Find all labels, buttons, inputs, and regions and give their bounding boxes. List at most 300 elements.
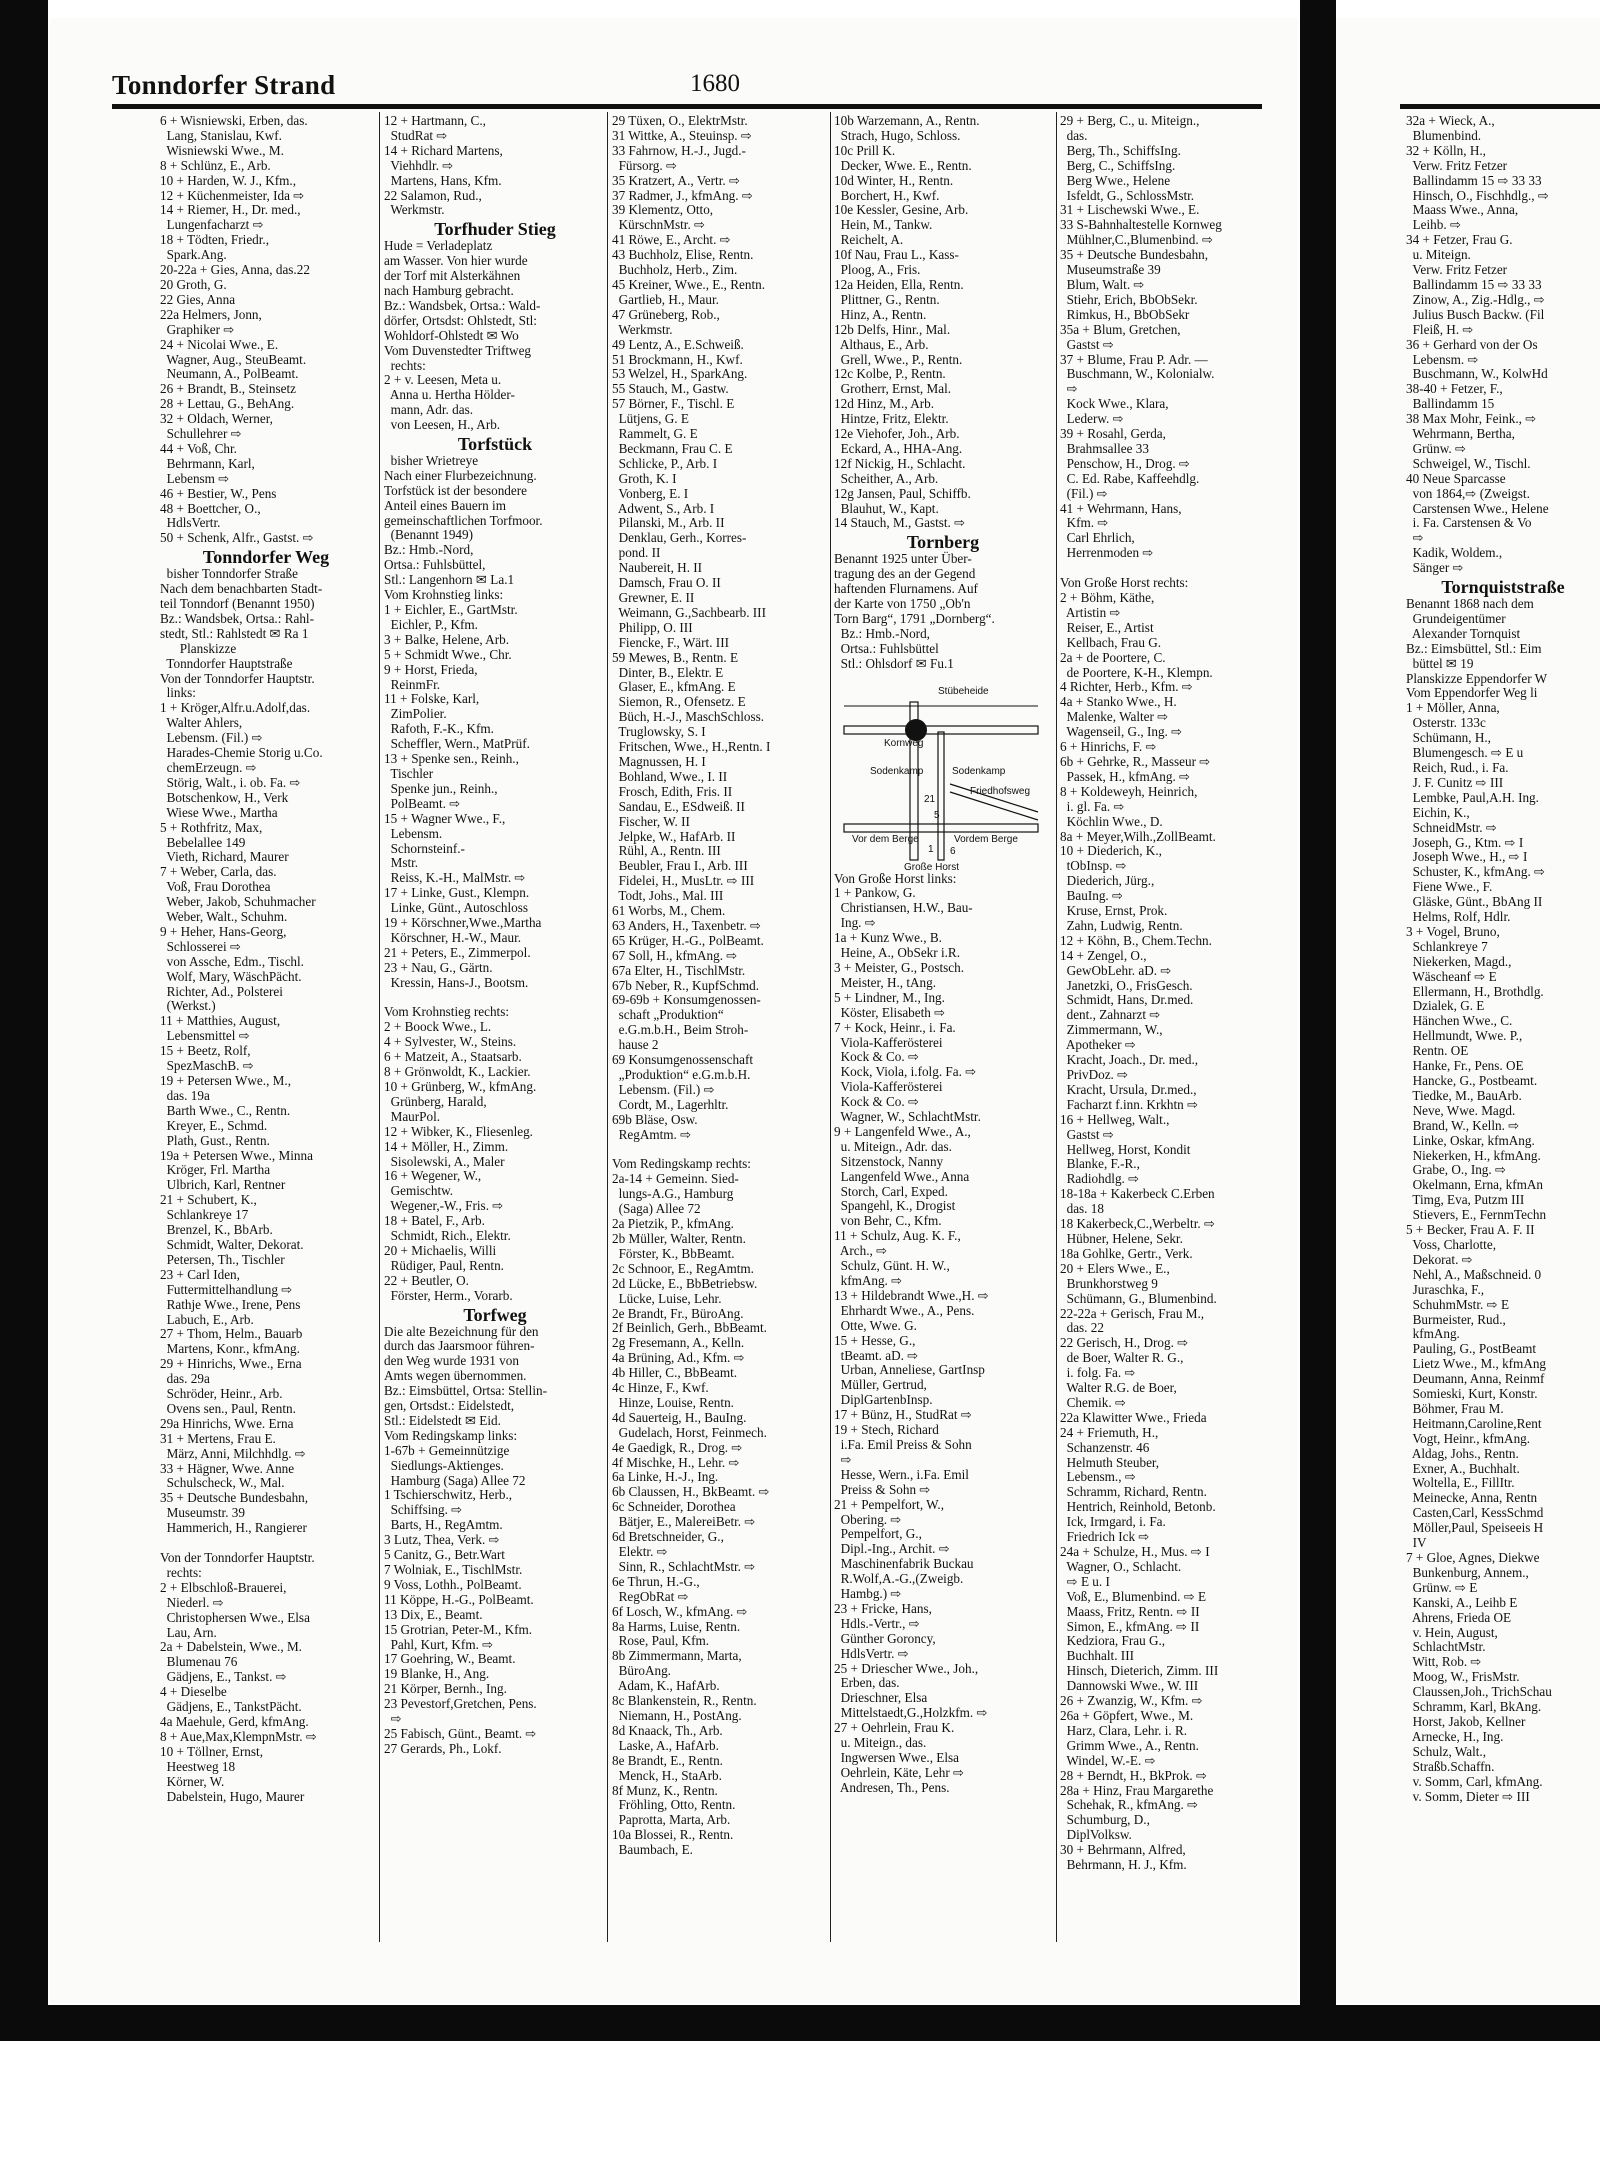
directory-entry: Rühl, A., Rentn. III: [612, 843, 721, 859]
directory-entry: Bz.: Hmb.-Nord,: [834, 625, 930, 641]
directory-entry: Decker, Wwe. E., Rentn.: [834, 157, 972, 173]
directory-entry: 20 Groth, G.: [160, 276, 227, 292]
directory-entry: 11 + Folske, Karl,: [384, 691, 480, 707]
directory-entry: 5 Canitz, G., Betr.Wart: [384, 1547, 505, 1563]
directory-entry: Casten,Carl, KessSchmd: [1406, 1505, 1544, 1521]
directory-entry: Günther Goroncy,: [834, 1630, 936, 1646]
directory-entry: 12f Nickig, H., Schlacht.: [834, 455, 966, 471]
directory-entry: StudRat ⇨: [384, 127, 448, 143]
column-divider: [379, 112, 380, 1942]
directory-entry: Körschner, H.-W., Maur.: [384, 929, 522, 945]
directory-entry: 6 + Matzeit, A., Staatsarb.: [384, 1049, 522, 1065]
directory-entry: 27 + Oehrlein, Frau K.: [834, 1720, 955, 1736]
directory-entry: 18a Gohlke, Gertr., Verk.: [1060, 1245, 1193, 1261]
directory-entry: Truglowsky, S. I: [612, 724, 706, 740]
directory-entry: 32a + Wieck, A.,: [1406, 114, 1495, 128]
directory-entry: 18 Kakerbeck,C.,Werbeltr. ⇨: [1060, 1216, 1215, 1232]
directory-entry: Rose, Paul, Kfm.: [612, 1633, 710, 1649]
directory-entry: 9 + Horst, Frieda,: [384, 661, 478, 677]
directory-entry: 8a + Meyer,Wilh.,ZollBeamt.: [1060, 828, 1216, 844]
directory-entry: Neve, Wwe. Magd.: [1406, 1102, 1516, 1118]
directory-entry: Ick, Irmgard, i. Fa.: [1060, 1514, 1166, 1530]
directory-entry: Helmuth Steuber,: [1060, 1454, 1160, 1470]
directory-entry: Passek, H., kfmAng. ⇨: [1060, 768, 1191, 784]
directory-entry: Hesse, Wern., i.Fa. Emil: [834, 1466, 969, 1482]
directory-entry: Grünw. ⇨ E: [1406, 1579, 1478, 1595]
directory-entry: Schanzenstr. 46: [1060, 1439, 1150, 1455]
directory-entry: Siemon, R., Ofensetz. E: [612, 694, 746, 710]
directory-entry: Grotherr, Ernst, Mal.: [834, 381, 952, 397]
directory-entry: Adam, K., HafArb.: [612, 1678, 720, 1694]
directory-entry: HdlsVertr. ⇨: [834, 1645, 909, 1661]
directory-entry: Kanski, A., Leihb E: [1406, 1594, 1518, 1610]
directory-entry: 15 + Beetz, Rolf,: [160, 1043, 251, 1059]
directory-entry: Reiser, E., Artist: [1060, 619, 1154, 635]
directory-entry: Weber, Walt., Schuhm.: [160, 909, 288, 925]
directory-entry: Müller, Gertrud,: [834, 1377, 927, 1393]
directory-entry: 3 + Vogel, Bruno,: [1406, 923, 1500, 939]
directory-entry: „Produktion“ e.G.m.b.H.: [612, 1067, 751, 1082]
scan-border-left: [0, 0, 48, 2040]
directory-entry: 35 + Deutsche Bundesbahn,: [160, 1490, 309, 1506]
directory-entry: 4 + Sylvester, W., Steins.: [384, 1034, 517, 1050]
directory-entry: Vom Duvenstedter Triftweg: [384, 342, 532, 358]
directory-entry: Bz.: Eimsbüttel, Stl.: Eim: [1406, 640, 1542, 656]
directory-entry: Niekerken, H., kfmAng.: [1406, 1147, 1541, 1163]
directory-entry: 38 Max Mohr, Feink., ⇨: [1406, 411, 1537, 427]
directory-entry: Anteil eines Bauern im: [384, 497, 506, 513]
directory-entry: 69-69b + Konsumgenossen-: [612, 992, 761, 1008]
directory-entry: Hdls.-Vertr., ⇨: [834, 1615, 920, 1631]
directory-entry: Bz.: Eimsbüttel, Ortsa: Stellin-: [384, 1383, 547, 1399]
directory-entry: de Poortere, K-H., Klempn.: [1060, 664, 1213, 680]
directory-entry: dent., Zahnarzt ⇨: [1060, 1007, 1161, 1023]
directory-entry: Moog, W., FrisMstr.: [1406, 1669, 1520, 1685]
directory-entry: Gädjens, E., Tankst. ⇨: [160, 1669, 287, 1685]
directory-entry: Lau, Arn.: [160, 1624, 217, 1640]
directory-entry: 10 + Töllner, Ernst,: [160, 1743, 263, 1759]
directory-entry: Köster, Elisabeth ⇨: [834, 1004, 946, 1020]
directory-entry: Tiedke, M., BauArb.: [1406, 1087, 1522, 1103]
directory-entry: Reichelt, A.: [834, 232, 904, 248]
directory-column-6: [1406, 114, 1600, 1804]
directory-entry: 10 + Grünberg, W., kfmAng.: [384, 1079, 537, 1094]
directory-entry: 6f Losch, W., kfmAng. ⇨: [612, 1603, 748, 1619]
directory-entry: 30 + Behrmann, Alfred,: [1060, 1842, 1186, 1858]
directory-entry: 2b Müller, Walter, Rentn.: [612, 1230, 746, 1246]
directory-entry: Ingwersen Wwe., Elsa: [834, 1750, 959, 1765]
directory-entry: Kfm. ⇨: [1060, 515, 1109, 531]
directory-entry: Vogt, Heinr., kfmAng.: [1406, 1430, 1531, 1446]
directory-entry: Amts wegen übernommen.: [384, 1368, 527, 1384]
directory-entry: 6c Schneider, Dorothea: [612, 1499, 736, 1515]
directory-entry: Lungenfacharzt ⇨: [160, 217, 264, 233]
directory-entry: Siedlungs-Aktienges.: [384, 1457, 504, 1473]
directory-entry: Timg, Eva, Putzm III: [1406, 1192, 1525, 1208]
directory-entry: am Wasser. Von hier wurde: [384, 253, 528, 269]
directory-entry: 13 + Spenke sen., Reinh.,: [384, 751, 519, 767]
directory-entry: 4b Hiller, C., BbBeamt.: [612, 1365, 738, 1381]
map-label: 1: [928, 843, 934, 855]
directory-entry: 5 + Schmidt Wwe., Chr.: [384, 646, 512, 662]
directory-entry: 8 + Grönwoldt, K., Lackier.: [384, 1064, 531, 1080]
directory-entry: 53 Welzel, H., SparkAng.: [612, 366, 748, 382]
directory-entry: 4c Hinze, F., Kwf.: [612, 1380, 709, 1396]
directory-entry: 35 Kratzert, A., Vertr. ⇨: [612, 172, 740, 188]
directory-entry: Zimmermann, W.,: [1060, 1022, 1163, 1038]
directory-entry: Niekerken, Magd.,: [1406, 953, 1512, 969]
directory-entry: Artistin ⇨: [1060, 604, 1121, 620]
directory-entry: Althaus, E., Arb.: [834, 336, 929, 352]
directory-entry: 59 Mewes, B., Rentn. E: [612, 649, 739, 665]
directory-entry: Hinsch, Dieterich, Zimm. III: [1060, 1663, 1219, 1679]
directory-entry: 19 Blanke, H., Ang.: [384, 1666, 490, 1682]
directory-entry: Mittelstaedt,G.,Holzkfm. ⇨: [834, 1705, 988, 1721]
directory-entry: Stievers, E., FernmTechn: [1406, 1207, 1547, 1223]
directory-entry: Reiss, K.-H., MalMstr. ⇨: [384, 870, 526, 886]
directory-entry: 8a Harms, Luise, Rentn.: [612, 1618, 741, 1634]
directory-entry: C. Ed. Rabe, Kaffeehdlg.: [1060, 470, 1200, 486]
directory-entry: kfmAng. ⇨: [834, 1273, 903, 1288]
directory-entry: 33 Fahrnow, H.-J., Jugd.-: [612, 142, 746, 158]
directory-entry: Rüdiger, Paul, Rentn.: [384, 1257, 504, 1273]
directory-entry: Apotheker ⇨: [1060, 1037, 1136, 1053]
directory-entry: 43 Buchholz, Elise, Rentn.: [612, 247, 754, 263]
directory-entry: 24a + Schulze, H., Mus. ⇨ I: [1060, 1544, 1210, 1559]
directory-entry: Richter, Ad., Polsterei: [160, 983, 283, 999]
directory-entry: 20 + Elers Wwe., E.,: [1060, 1260, 1170, 1276]
directory-entry: Schornsteinf.-: [384, 840, 465, 856]
directory-entry: Walter Ahlers,: [160, 715, 243, 731]
directory-entry: Kedziora, Frau G.,: [1060, 1633, 1166, 1649]
directory-entry: 35a + Blum, Gretchen,: [1060, 321, 1181, 337]
directory-entry: i. gl. Fa. ⇨: [1060, 798, 1125, 814]
directory-entry: Juraschka, F.,: [1406, 1281, 1485, 1297]
directory-entry: 67a Elter, H., TischlMstr.: [612, 962, 746, 978]
directory-entry: Friedrich Ick ⇨: [1060, 1529, 1150, 1545]
directory-entry: Vom Eppendorfer Weg li: [1406, 685, 1538, 701]
directory-entry: Schiffsing. ⇨: [384, 1502, 463, 1518]
directory-entry: SchlachtMstr.: [1406, 1639, 1486, 1655]
directory-entry: Preiss & Sohn ⇨: [834, 1481, 931, 1497]
directory-entry: u. Miteign.: [1406, 247, 1471, 263]
directory-entry: 55 Stauch, M., Gastw.: [612, 381, 729, 397]
directory-entry: Dabelstein, Hugo, Maurer: [160, 1788, 305, 1804]
directory-entry: Schehak, R., kfmAng. ⇨: [1060, 1797, 1199, 1813]
directory-entry: Malenke, Walter ⇨: [1060, 709, 1169, 725]
directory-entry: von 1864,⇨ (Zweigst.: [1406, 485, 1530, 501]
page-header-title: Tonndorfer Strand: [112, 70, 336, 100]
directory-entry: Hübner, Helene, Sekr.: [1060, 1230, 1183, 1246]
directory-entry: Hamburg (Saga) Allee 72: [384, 1472, 526, 1488]
directory-entry: [384, 991, 606, 1006]
directory-entry: 23 Pevestorf,Gretchen, Pens.: [384, 1696, 537, 1712]
directory-entry: 10e Kessler, Gesine, Arb.: [834, 202, 969, 218]
directory-entry: nach Hamburg gebracht.: [384, 282, 514, 298]
directory-entry: Janetzki, O., FrisGesch.: [1060, 977, 1193, 993]
directory-entry: Voß, Frau Dorothea: [160, 879, 271, 895]
directory-entry: 12d Hinz, M., Arb.: [834, 396, 935, 412]
directory-entry: Brand, W., Kelln. ⇨: [1406, 1117, 1520, 1133]
directory-entry: lungs-A.G., Hamburg: [612, 1186, 734, 1202]
directory-entry: Blumengesch. ⇨ E u: [1406, 745, 1524, 761]
directory-entry: Martens, Hans, Kfm.: [384, 172, 502, 188]
directory-entry: Wiese Wwe., Martha: [160, 804, 278, 820]
directory-entry: 2a-14 + Gemeinn. Sied-: [612, 1171, 739, 1187]
directory-entry: PrivDoz. ⇨: [1060, 1067, 1129, 1082]
directory-entry: 3 + Balke, Helene, Arb.: [384, 631, 509, 647]
directory-entry: Vom Redingskamp rechts:: [612, 1156, 751, 1172]
directory-entry: [612, 1143, 828, 1158]
directory-entry: 10d Winter, H., Rentn.: [834, 172, 954, 188]
directory-entry: 40 Neue Sparcasse: [1406, 470, 1506, 486]
directory-entry: Bz.: Wandsbek, Ortsa.: Rahl-: [160, 610, 314, 626]
directory-entry: Lebensm ⇨: [160, 470, 230, 486]
directory-entry: 2f Beinlich, Gerh., BbBeamt.: [612, 1320, 767, 1336]
directory-entry: Storch, Carl, Exped.: [834, 1183, 948, 1199]
directory-entry: Viola-Kafferösterei: [834, 1034, 943, 1050]
directory-entry: 31 + Mertens, Frau E.: [160, 1430, 276, 1446]
directory-entry: 12 + Hartmann, C.,: [384, 114, 486, 128]
directory-entry: R.Wolf,A.-G.,(Zweigb.: [834, 1571, 964, 1587]
directory-entry: 31 Wittke, A., Steuinsp. ⇨: [612, 127, 752, 143]
directory-entry: u. Miteign., das.: [834, 1735, 927, 1751]
header-rule: [112, 104, 1262, 109]
directory-entry: Dannowski Wwe., W. III: [1060, 1678, 1199, 1694]
directory-entry: Menck, H., StaArb.: [612, 1767, 722, 1783]
directory-entry: Von der Tonndorfer Hauptstr.: [160, 1550, 315, 1565]
directory-entry: hause 2: [612, 1037, 659, 1053]
directory-entry: Wehrmann, Bertha,: [1406, 426, 1515, 442]
directory-entry: der Karte von 1750 „Ob'n: [834, 596, 971, 611]
directory-entry: Mstr.: [384, 855, 419, 871]
directory-entry: Schlankreye 17: [160, 1207, 249, 1223]
directory-entry: Eichin, K.,: [1406, 804, 1470, 820]
directory-entry: Lang, Stanislau, Kwf.: [160, 127, 282, 143]
directory-entry: Somieski, Kurt, Konstr.: [1406, 1386, 1538, 1402]
directory-entry: 8f Munz, K., Rentn.: [612, 1782, 718, 1798]
directory-entry: Vom Redingskamp links:: [384, 1427, 518, 1443]
directory-entry: Zinow, A., Zig.-Hdlg., ⇨: [1406, 291, 1545, 307]
directory-entry: Grabe, O., Ing. ⇨: [1406, 1162, 1507, 1178]
directory-entry: tragung des an der Gegend: [834, 566, 976, 582]
directory-entry: 13 Dix, E., Beamt.: [384, 1606, 483, 1622]
directory-entry: PolBeamt. ⇨: [384, 795, 461, 811]
directory-entry: Andresen, Th., Pens.: [834, 1779, 950, 1795]
directory-entry: Heestweg 18: [160, 1758, 236, 1774]
directory-entry: 28 + Berndt, H., BkProk. ⇨: [1060, 1767, 1208, 1783]
directory-entry: Fiene Wwe., F.: [1406, 879, 1493, 895]
directory-entry: 47 Grüneberg, Rob.,: [612, 306, 720, 322]
directory-entry: 33 + Hägner, Wwe. Anne: [160, 1460, 295, 1476]
directory-entry: büttel ✉ 19: [1406, 655, 1474, 671]
directory-entry: Joseph, G., Ktm. ⇨ I: [1406, 834, 1524, 850]
directory-entry: Hanke, Fr., Pens. OE: [1406, 1058, 1524, 1074]
directory-entry: 8d Knaack, Th., Arb.: [612, 1722, 723, 1738]
directory-entry: 2 + v. Leesen, Meta u.: [384, 372, 502, 388]
directory-entry: Joseph Wwe., H., ⇨ I: [1406, 849, 1528, 865]
directory-entry: Arnecke, H., Ing.: [1406, 1728, 1504, 1744]
directory-entry: Körner, W.: [160, 1773, 225, 1789]
directory-entry: Julius Busch Backw. (Fil: [1406, 306, 1545, 322]
directory-entry: (Saga) Allee 72: [612, 1201, 701, 1217]
directory-entry: Zahn, Ludwig, Rentn.: [1060, 917, 1183, 933]
directory-entry: Laske, A., HafArb.: [612, 1737, 719, 1753]
directory-entry: 25 + Driescher Wwe., Joh.,: [834, 1660, 979, 1676]
directory-entry: 12g Jansen, Paul, Schiffb.: [834, 485, 971, 501]
directory-entry: 22 Salamon, Rud.,: [384, 187, 482, 203]
directory-entry: Fürsorg. ⇨: [612, 157, 678, 173]
directory-entry: 1-67b + Gemeinnützige: [384, 1442, 510, 1458]
directory-entry: Ploog, A., Fris.: [834, 262, 921, 278]
directory-entry: Verw. Fritz Fetzer: [1406, 157, 1508, 173]
directory-entry: 2g Fresemann, A., Kelln.: [612, 1335, 745, 1351]
directory-entry: Grünberg, Harald,: [384, 1093, 487, 1109]
directory-entry: 5 + Lindner, M., Ing.: [834, 989, 945, 1005]
directory-entry: Torn Barg“, 1791 „Dornberg“.: [834, 610, 995, 626]
directory-entry: Botschenkow, H., Verk: [160, 789, 289, 805]
directory-entry: Scheffler, Wern., MatPrüf.: [384, 736, 530, 752]
directory-entry: Ortsa.: Fuhlsbüttel: [834, 640, 939, 656]
directory-entry: Aldag, Johs., Rentn.: [1406, 1445, 1519, 1461]
directory-entry: Schweigel, W., Tischl.: [1406, 455, 1531, 471]
directory-entry: 19 + Körschner,Wwe.,Martha: [384, 915, 542, 931]
directory-entry: rechts:: [384, 357, 426, 373]
directory-entry: das. 22: [1060, 1320, 1104, 1336]
directory-entry: Horst, Jakob, Kellner: [1406, 1713, 1526, 1729]
map-label: Vordem Berge: [954, 833, 1018, 845]
directory-entry: Schlicke, P., Arb. I: [612, 455, 718, 471]
directory-entry: Petersen, Th., Tischler: [160, 1251, 285, 1267]
directory-entry: Lebensm. (Fil.) ⇨: [612, 1081, 715, 1097]
directory-entry: Heine, A., ObSekr i.R.: [834, 945, 961, 961]
directory-entry: Böhmer, Frau M.: [1406, 1400, 1504, 1416]
directory-entry: 11 + Schulz, Aug. K. F.,: [834, 1228, 961, 1244]
directory-entry: 49 Lentz, A., E.Schweiß.: [612, 336, 744, 352]
directory-entry: Schulz, Walt.,: [1406, 1743, 1487, 1759]
directory-entry: Brunkhorstweg 9: [1060, 1275, 1158, 1291]
directory-entry: 22 Gies, Anna: [160, 291, 236, 307]
directory-entry: 69 Konsumgenossenschaft: [612, 1052, 754, 1068]
directory-entry: Ovens sen., Paul, Rentn.: [160, 1400, 296, 1416]
directory-entry: 61 Worbs, M., Chem.: [612, 903, 726, 919]
directory-entry: Diederich, Jürg.,: [1060, 873, 1155, 889]
directory-entry: Futtermittelhandlung ⇨: [160, 1281, 293, 1297]
directory-entry: 5 + Becker, Frau A. F. II: [1406, 1222, 1535, 1238]
directory-entry: 8b Zimmermann, Marta,: [612, 1648, 742, 1664]
directory-entry: Sänger ⇨: [1406, 560, 1464, 576]
directory-entry: Facharzt f.inn. Krkhtn ⇨: [1060, 1096, 1199, 1112]
directory-entry: 6 + Wisniewski, Erben, das.: [160, 114, 308, 128]
directory-entry: Fröhling, Otto, Rentn.: [612, 1797, 736, 1813]
directory-entry: J. F. Cunitz ⇨ III: [1406, 774, 1504, 790]
directory-entry: mann, Adr. das.: [384, 402, 474, 418]
directory-entry: Philipp, O. III: [612, 619, 693, 635]
directory-entry: bisher Tonndorfer Straße: [160, 566, 298, 582]
map-label: Vor dem Berge: [852, 833, 919, 845]
directory-entry: Drieschner, Elsa: [834, 1690, 928, 1706]
directory-entry: Bunkenburg, Annem.,: [1406, 1564, 1529, 1580]
directory-entry: das. 19a: [160, 1087, 210, 1103]
directory-entry: Gastst ⇨: [1060, 336, 1114, 352]
directory-entry: Stl.: Langenhorn ✉ La.1: [384, 572, 515, 588]
directory-entry: Kock & Co. ⇨: [834, 1094, 920, 1110]
directory-entry: Lederw. ⇨: [1060, 411, 1124, 427]
directory-entry: Reich, Rud., i. Fa.: [1406, 759, 1509, 775]
directory-entry: Bz.: Wandsbek, Ortsa.: Wald-: [384, 297, 541, 313]
directory-entry: BauIng. ⇨: [1060, 888, 1124, 904]
directory-entry: Wolf, Mary, WäschPächt.: [160, 968, 302, 984]
directory-entry: Voß, E., Blumenbind. ⇨ E: [1060, 1588, 1207, 1604]
directory-entry: 6a Linke, H.-J., Ing.: [612, 1469, 719, 1485]
directory-entry: Windel, W.-E. ⇨: [1060, 1752, 1156, 1768]
directory-entry: 46 + Bestier, W., Pens: [160, 485, 277, 501]
directory-entry: Berg, Th., SchiffsIng.: [1060, 142, 1181, 158]
directory-column-5: [1060, 114, 1278, 1873]
directory-entry: 2a Pietzik, P., kfmAng.: [612, 1216, 734, 1232]
directory-entry: 2 + Böhm, Käthe,: [1060, 590, 1155, 605]
directory-entry: Eichler, P., Kfm.: [384, 616, 478, 632]
directory-entry: Schümann, G., Blumenbind.: [1060, 1290, 1217, 1306]
street-heading: Tornberg: [906, 532, 980, 553]
directory-entry: Büch, H.-J., MaschSchloss.: [612, 709, 765, 725]
directory-entry: 7 + Kock, Heinr., i. Fa.: [834, 1019, 956, 1035]
directory-entry: 28 + Lettau, G., BehAng.: [160, 396, 295, 412]
directory-entry: Buschmann, W., Kolonialw.: [1060, 366, 1215, 382]
street-heading: Torfstück: [457, 434, 533, 455]
directory-entry: Ballindamm 15: [1406, 396, 1495, 412]
directory-entry: 10a Blossei, R., Rentn.: [612, 1827, 734, 1843]
directory-entry: Ballindamm 15 ⇨ 33 33: [1406, 172, 1542, 188]
directory-entry: ReinmFr.: [384, 676, 441, 692]
directory-entry: Hinze, Louise, Rentn.: [612, 1394, 734, 1410]
directory-entry: Blanke, F.-R.,: [1060, 1156, 1140, 1172]
directory-entry: Förster, K., BbBeamt.: [612, 1245, 735, 1261]
directory-entry: Niederl. ⇨: [160, 1594, 224, 1610]
directory-entry: Spenke jun., Reinh.,: [384, 780, 498, 796]
directory-entry: Werkmstr.: [612, 321, 673, 337]
directory-entry: Planskizze Eppendorfer W: [1406, 670, 1548, 686]
directory-entry: 17 + Linke, Gust., Klempn.: [384, 885, 530, 901]
column-divider: [607, 112, 608, 1942]
directory-entry: 27 Gerards, Ph., Lokf.: [384, 1740, 502, 1756]
directory-entry: von Behr, C., Kfm.: [834, 1213, 942, 1229]
directory-entry: Claussen,Joh., TrichSchau: [1406, 1684, 1552, 1700]
directory-entry: 8 + Aue,Max,KlempnMstr. ⇨: [160, 1728, 317, 1744]
directory-entry: 25 Fabisch, Günt., Beamt. ⇨: [384, 1725, 537, 1741]
directory-entry: Dipl.-Ing., Archit. ⇨: [834, 1541, 950, 1557]
directory-entry: 22-22a + Gerisch, Frau M.,: [1060, 1305, 1205, 1321]
directory-entry: Frosch, Edith, Fris. II: [612, 783, 733, 799]
map-label: Große Horst: [904, 861, 960, 870]
directory-entry: Eckard, A., HHA-Ang.: [834, 440, 963, 456]
directory-entry: Walter R.G. de Boer,: [1060, 1380, 1177, 1396]
directory-entry: Bz.: Hmb.-Nord,: [384, 542, 474, 558]
directory-entry: 44 + Voß, Chr.: [160, 440, 237, 456]
directory-entry: Benannt 1925 unter Über-: [834, 551, 972, 567]
directory-entry: 14 Stauch, M., Gastst. ⇨: [834, 515, 966, 531]
directory-entry: den Weg wurde 1931 von: [384, 1353, 519, 1369]
directory-entry: 10b Warzemann, A., Rentn.: [834, 114, 980, 128]
directory-column-4: [834, 114, 1052, 1796]
directory-entry: Weimann, G.,Sachbearb. III: [612, 604, 766, 620]
directory-entry: 4a Brüning, Ad., Kfm. ⇨: [612, 1350, 745, 1366]
directory-entry: Meister, H., tAng.: [834, 974, 937, 990]
directory-entry: Kock, Viola, i.folg. Fa. ⇨: [834, 1064, 977, 1080]
directory-entry: 26a + Göpfert, Wwe., M.: [1060, 1707, 1194, 1723]
directory-entry: schaft „Produktion“: [612, 1007, 724, 1023]
directory-entry: 16 + Hellweg, Walt.,: [1060, 1111, 1170, 1127]
